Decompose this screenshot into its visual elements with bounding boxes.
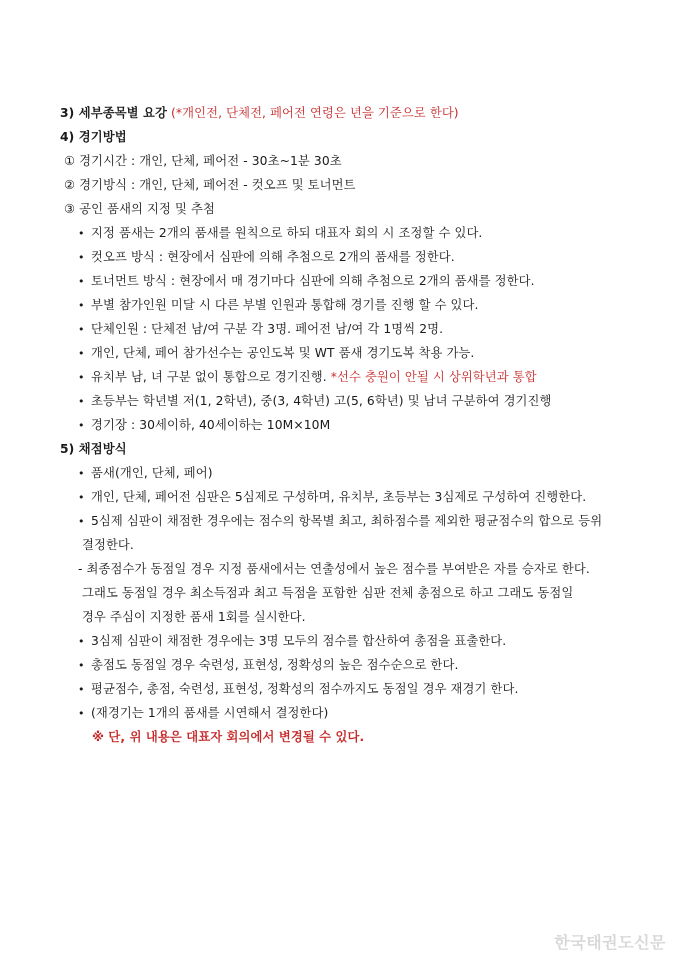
section-3-heading: 3) 세부종목별 요강 xyxy=(60,106,167,120)
tiebreak-rule-line-2: 그래도 동점일 경우 최소득점과 최고 득점을 포함한 심판 전체 총점으로 하고 그래도 동점일 xyxy=(82,586,574,600)
section-4-bullet-3 xyxy=(78,272,535,291)
bullet-text: 품새(개인, 단체, 페어) xyxy=(91,466,213,480)
bullet-glyph: • xyxy=(78,707,85,720)
section-4-heading: 4) 경기방법 xyxy=(60,130,127,144)
section-4-item-2: ② 경기방식 : 개인, 단체, 페어전 - 컷오프 및 토너먼트 xyxy=(64,178,356,192)
bullet-glyph: • xyxy=(78,275,85,288)
section-4-bullet-9 xyxy=(78,416,330,435)
section-4-bullet-4 xyxy=(78,296,479,315)
bullet-text: 3심제 심판이 채점한 경우에는 3명 모두의 점수를 합산하여 총점을 표출한다. xyxy=(91,634,507,648)
bullet-text: 5심제 심판이 채점한 경우에는 점수의 항목별 최고, 최하점수를 제외한 평균점수의 합으로 등위 xyxy=(91,514,603,528)
section-4-bullet-5 xyxy=(78,320,443,339)
section-5-bullet-4 xyxy=(78,632,506,651)
section-5-bullet-3-continuation: 결정한다. xyxy=(82,538,134,552)
bullet-glyph: • xyxy=(78,323,85,336)
section-4-item-1: ① 경기시간 : 개인, 단체, 페어전 - 30초~1분 30초 xyxy=(64,154,342,168)
footnote: ※ 단, 위 내용은 대표자 회의에서 변경될 수 있다. xyxy=(92,730,365,744)
bullet-text: 지정 품새는 2개의 품새를 원칙으로 하되 대표자 회의 시 조정할 수 있다. xyxy=(91,226,483,240)
bullet-glyph: • xyxy=(78,251,85,264)
section-4-bullet-8 xyxy=(78,392,552,411)
bullet-text: 평균점수, 총점, 숙련성, 표현성, 정확성의 점수까지도 동점일 경우 재경기 한다. xyxy=(91,682,519,696)
bullet-text: 토너먼트 방식 : 현장에서 매 경기마다 심판에 의해 추첨으로 2개의 품새를 정한다. xyxy=(91,274,535,288)
section-4-bullet-6 xyxy=(78,344,474,363)
bullet-text: 개인, 단체, 페어 참가선수는 공인도복 및 WT 품새 경기도복 착용 가능. xyxy=(91,346,475,360)
bullet-glyph: • xyxy=(78,419,85,432)
bullet-text: 부별 참가인원 미달 시 다른 부별 인원과 통합해 경기를 진행 할 수 있다. xyxy=(91,298,479,312)
bullet-glyph: • xyxy=(78,683,85,696)
section-5-bullet-3 xyxy=(78,512,602,531)
tiebreak-rule-line-1: - 최종점수가 동점일 경우 지정 품새에서는 연출성에서 높은 점수를 부여받은 자를 승자로 한다. xyxy=(78,562,590,576)
bullet-text: 유치부 남, 녀 구분 없이 통합으로 경기진행. xyxy=(91,370,327,384)
bullet-glyph: • xyxy=(78,227,85,240)
bullet-glyph: • xyxy=(78,515,85,528)
section-5-heading: 5) 채점방식 xyxy=(60,442,127,456)
bullet-glyph: • xyxy=(78,467,85,480)
bullet-text: 컷오프 방식 : 현장에서 심판에 의해 추첨으로 2개의 품새를 정한다. xyxy=(91,250,455,264)
youth-note: *선수 충원이 안될 시 상위학년과 통합 xyxy=(330,370,537,384)
watermark-logo: 한국태권도신문 xyxy=(554,933,666,952)
section-5-bullet-7 xyxy=(78,704,328,723)
section-3-note: (*개인전, 단체전, 페어전 연령은 년을 기준으로 한다) xyxy=(171,106,459,120)
bullet-glyph: • xyxy=(78,659,85,672)
section-4-bullet-1 xyxy=(78,224,482,243)
bullet-glyph: • xyxy=(78,299,85,312)
section-4-item-3: ③ 공인 품새의 지정 및 추첨 xyxy=(64,202,215,216)
section-5-bullet-2 xyxy=(78,488,586,507)
section-5-bullet-6 xyxy=(78,680,518,699)
bullet-glyph: • xyxy=(78,395,85,408)
section-3-heading-line xyxy=(60,104,459,122)
section-4-bullet-2 xyxy=(78,248,455,267)
bullet-text: 단체인원 : 단체전 남/여 구분 각 3명. 페어전 남/여 각 1명씩 2명. xyxy=(91,322,444,336)
bullet-text: 개인, 단체, 페어전 심판은 5심제로 구성하며, 유치부, 초등부는 3심제로 구성하여 진행한다. xyxy=(91,490,587,504)
bullet-glyph: • xyxy=(78,635,85,648)
tiebreak-rule-line-3: 경우 주심이 지정한 품새 1회를 실시한다. xyxy=(82,610,306,624)
bullet-glyph: • xyxy=(78,491,85,504)
bullet-text: 초등부는 학년별 저(1, 2학년), 중(3, 4학년) 고(5, 6학년) 및 남녀 구분하여 경기진행 xyxy=(91,394,552,408)
bullet-glyph: • xyxy=(78,371,85,384)
bullet-text: 경기장 : 30세이하, 40세이하는 10M×10M xyxy=(91,418,331,432)
bullet-text: 총점도 동점일 경우 숙련성, 표현성, 정확성의 높은 점수순으로 한다. xyxy=(91,658,459,672)
bullet-glyph: • xyxy=(78,347,85,360)
bullet-text: (재경기는 1개의 품새를 시연해서 결정한다) xyxy=(91,706,329,720)
section-5-bullet-5 xyxy=(78,656,459,675)
section-5-bullet-1 xyxy=(78,464,213,483)
section-4-bullet-youth xyxy=(78,368,537,387)
